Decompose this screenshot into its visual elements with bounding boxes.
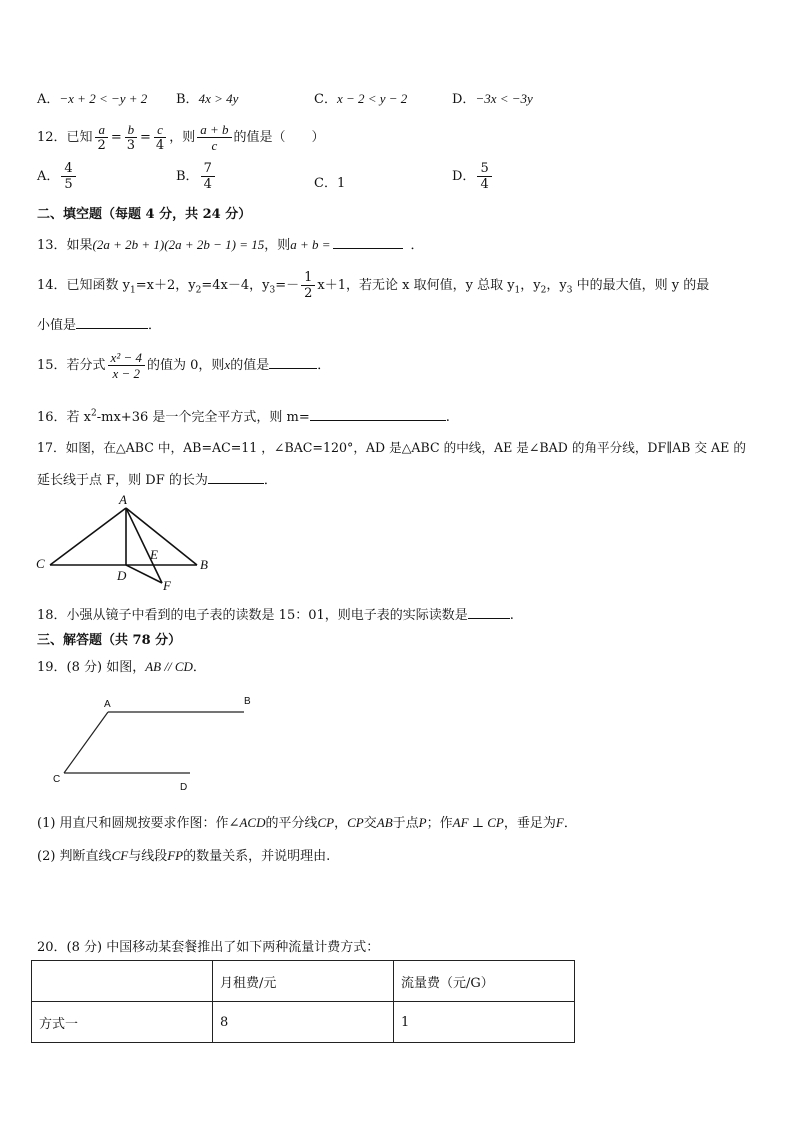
q20-stem: 20．(8 分) 中国移动某套餐推出了如下两种流量计费方式： (37, 940, 380, 955)
q17-line2-text: 延长线于点 F，则 DF 的长为 (37, 473, 208, 488)
q17-label-f: F (163, 578, 171, 593)
q12-eq2: = (140, 130, 151, 145)
section-solve-title: 三、解答题（共 78 分） (37, 633, 182, 648)
q12-option-b (176, 161, 217, 192)
q17-label-d: D (117, 568, 127, 583)
q12-stem (37, 122, 325, 153)
q13-end: ． (410, 238, 424, 253)
q19-p1-ab: AB (376, 815, 393, 830)
q12-option-d-label: D． (452, 169, 476, 184)
q17-end: ． (263, 473, 277, 488)
table-row (32, 1002, 575, 1043)
q13-mid: ，则 (264, 238, 291, 253)
q12-suffix: 的值是（ ） (233, 130, 325, 145)
q17-line1: 17．如图，在△ABC 中，AB=AC=11 ，∠BAC=120°，AD 是△ABC 的中线，AE 是∠BAD 的角平分线，DF∥AB 交 AE 的 (37, 440, 746, 455)
q15-fraction: $\frac{\text{x² − 4}}{x - 2}$ (108, 350, 145, 381)
q13-prefix: 13．如果 (37, 238, 93, 253)
q12-eq1: = (110, 130, 122, 145)
q19-p1-t7: ，垂足为 (503, 816, 556, 831)
q19-end: ． (192, 660, 206, 675)
q15-answer-blank[interactable] (269, 356, 317, 369)
q19-p1-t8: ． (563, 816, 577, 831)
q19-p1-angle: ∠ACD (228, 815, 266, 830)
q14-t6: ，y (520, 278, 541, 293)
q11-option-a-expr: −x + 2 < −y + 2 (59, 91, 148, 106)
q12-option-c-value: 1 (336, 176, 346, 191)
q15-suffix: 的值是 (230, 358, 270, 373)
q17-label-e: E (150, 547, 158, 562)
q14-t8: 中的最大值，则 y 的最 (572, 278, 710, 293)
q12-option-c-label: C． (314, 176, 337, 191)
q14-sub3: 3 (269, 285, 276, 296)
q12-frac-target: $\frac{a + b}{c}$ (197, 122, 231, 153)
q14-line2 (37, 314, 161, 333)
q17-label-a: A (119, 492, 127, 507)
q17-seg-ab (126, 508, 197, 565)
q14-sub6: 3 (566, 285, 573, 296)
q11-option-c-expr: x − 2 < y − 2 (336, 91, 408, 106)
q12-frac-b3: $\frac{b}{3}$ (124, 122, 138, 153)
q15 (37, 350, 330, 381)
q11-option-a-label: A． (37, 92, 60, 107)
q19-condition: AB // CD (145, 659, 193, 674)
table-header-cell: 流量费（元/G） (394, 961, 575, 1002)
q19-label-b: B (244, 696, 251, 707)
q11-option-c (314, 88, 407, 107)
q20-fee-table (31, 960, 575, 1043)
q19-p2-cf: CF (111, 848, 129, 863)
q17-line2 (37, 469, 277, 488)
q12-option-a (37, 161, 78, 192)
q17-seg-df (126, 565, 162, 583)
q17-label-c: C (36, 556, 45, 571)
q14-frac-half: $\frac{1}{2}$ (301, 270, 315, 301)
q12-option-a-frac: $\frac{4}{5}$ (61, 161, 75, 192)
q15-prefix: 15．若分式 (37, 358, 106, 373)
table-cell: 方式一 (32, 1002, 213, 1043)
q17-triangle-figure (30, 490, 220, 596)
q17-answer-blank[interactable] (208, 471, 264, 484)
q14-t1: 14．已知函数 y (37, 278, 131, 293)
table-header-cell (32, 961, 213, 1002)
q19-p1-afcp: AF ⊥ CP (452, 815, 504, 830)
q12-option-a-label: A． (37, 169, 60, 184)
table-cell: 1 (394, 1002, 575, 1043)
q12-option-d (452, 161, 494, 192)
q16-prefix: 16．若 x (37, 410, 92, 425)
table-header-cell: 月租费/元 (213, 961, 394, 1002)
q16-end: . (445, 410, 450, 425)
q19-p1-t1: (1) 用直尺和圆规按要求作图：作 (37, 816, 229, 831)
q19-line-ac (64, 712, 108, 773)
q19-part2 (37, 845, 330, 864)
q14-line2-text: 小值是 (37, 318, 77, 333)
section-fill-in-title: 二、填空题（每题 4 分，共 24 分） (37, 207, 252, 222)
q19-p2-fp: FP (167, 848, 184, 863)
q11-option-b (176, 88, 238, 107)
q19-p1-p: P (418, 815, 427, 830)
q19-parallel-lines-figure (48, 690, 258, 800)
q19-p2-t3: 的数量关系，并说明理由. (183, 849, 331, 864)
q19-p1-t6: ；作 (426, 816, 453, 831)
q16-mid: -mx+36 是一个完全平方式，则 m= (96, 410, 310, 425)
q14-sub1: 1 (130, 285, 136, 296)
q14-answer-blank[interactable] (76, 316, 148, 329)
q11-options (37, 88, 147, 107)
q11-option-d (452, 88, 533, 107)
q19-prefix: 19．(8 分) 如图， (37, 660, 146, 675)
q19-p1-f: F (555, 815, 564, 830)
q12-option-d-frac: $\frac{5}{4}$ (477, 161, 491, 192)
q19-p1-cp: CP (317, 815, 335, 830)
q15-end: ． (317, 358, 331, 373)
q19-label-a: A (104, 699, 111, 710)
q13-target: a + b = (290, 237, 331, 252)
q19-p1-t4: 交 (363, 816, 377, 831)
q14-t4: =－ (275, 278, 300, 293)
q12-mid: ，则 (169, 130, 196, 145)
q18-answer-blank[interactable] (468, 606, 510, 619)
q19-label-c: C (53, 774, 61, 785)
q12-frac-c4: $\frac{c}{4}$ (155, 122, 165, 153)
q19-p2-t1: (2) 判断直线 (37, 849, 112, 864)
q13-expr: (2a + 2b + 1)(2a + 2b − 1) = 15 (92, 237, 265, 252)
q17-seg-af (126, 508, 162, 583)
q19-p1-t2: 的平分线 (265, 816, 318, 831)
q19-part1 (37, 812, 577, 831)
q14-t3: =4x－4，y (201, 278, 270, 293)
q14-t5: x＋1，若无论 x 取何值，y 总取 y (317, 278, 515, 293)
q14-line1 (37, 270, 709, 301)
q16 (37, 406, 450, 425)
q17-seg-ca (50, 508, 126, 565)
q12-option-b-frac: $\frac{7}{4}$ (201, 161, 215, 192)
q18 (37, 604, 514, 623)
q14-t7: ，y (546, 278, 567, 293)
table-cell: 8 (213, 1002, 394, 1043)
q12-option-b-label: B． (176, 169, 199, 184)
q12-frac-a2: $\frac{a}{2}$ (95, 122, 109, 153)
q16-answer-blank[interactable] (310, 408, 446, 421)
q13 (37, 234, 424, 253)
q11-option-b-expr: 4x > 4y (198, 91, 239, 106)
q11-option-d-label: D． (452, 92, 476, 107)
q19-p2-t2: 与线段 (128, 849, 168, 864)
q12-option-c (314, 172, 345, 191)
q19-p1-t3: ， (334, 816, 348, 831)
q19-label-d: D (180, 782, 188, 793)
q13-answer-blank[interactable] (333, 236, 403, 249)
q11-option-c-label: C． (314, 92, 337, 107)
q11-option-d-expr: −3x < −3y (475, 91, 533, 106)
q18-text: 18．小强从镜子中看到的电子表的读数是 15：01，则电子表的实际读数是 (37, 608, 468, 623)
q14-sub4: 1 (514, 285, 521, 296)
q14-sub5: 2 (540, 285, 547, 296)
q18-end: . (509, 608, 514, 623)
q14-end: ． (148, 318, 162, 333)
q11-option-b-label: B． (176, 92, 199, 107)
q12-prefix: 12．已知 (37, 130, 93, 145)
q14-sub2: 2 (195, 285, 202, 296)
q19-p1-t5: 于点 (392, 816, 419, 831)
q19-p1-cp2: CP (347, 815, 364, 830)
q14-t2: =x＋2，y (135, 278, 196, 293)
table-header-row (32, 961, 575, 1002)
q15-mid: 的值为 0，则 (147, 358, 225, 373)
q19-stem (37, 656, 206, 675)
q17-label-b: B (200, 557, 208, 572)
q16-sup: 2 (91, 408, 97, 419)
q15-var: x (224, 357, 231, 372)
